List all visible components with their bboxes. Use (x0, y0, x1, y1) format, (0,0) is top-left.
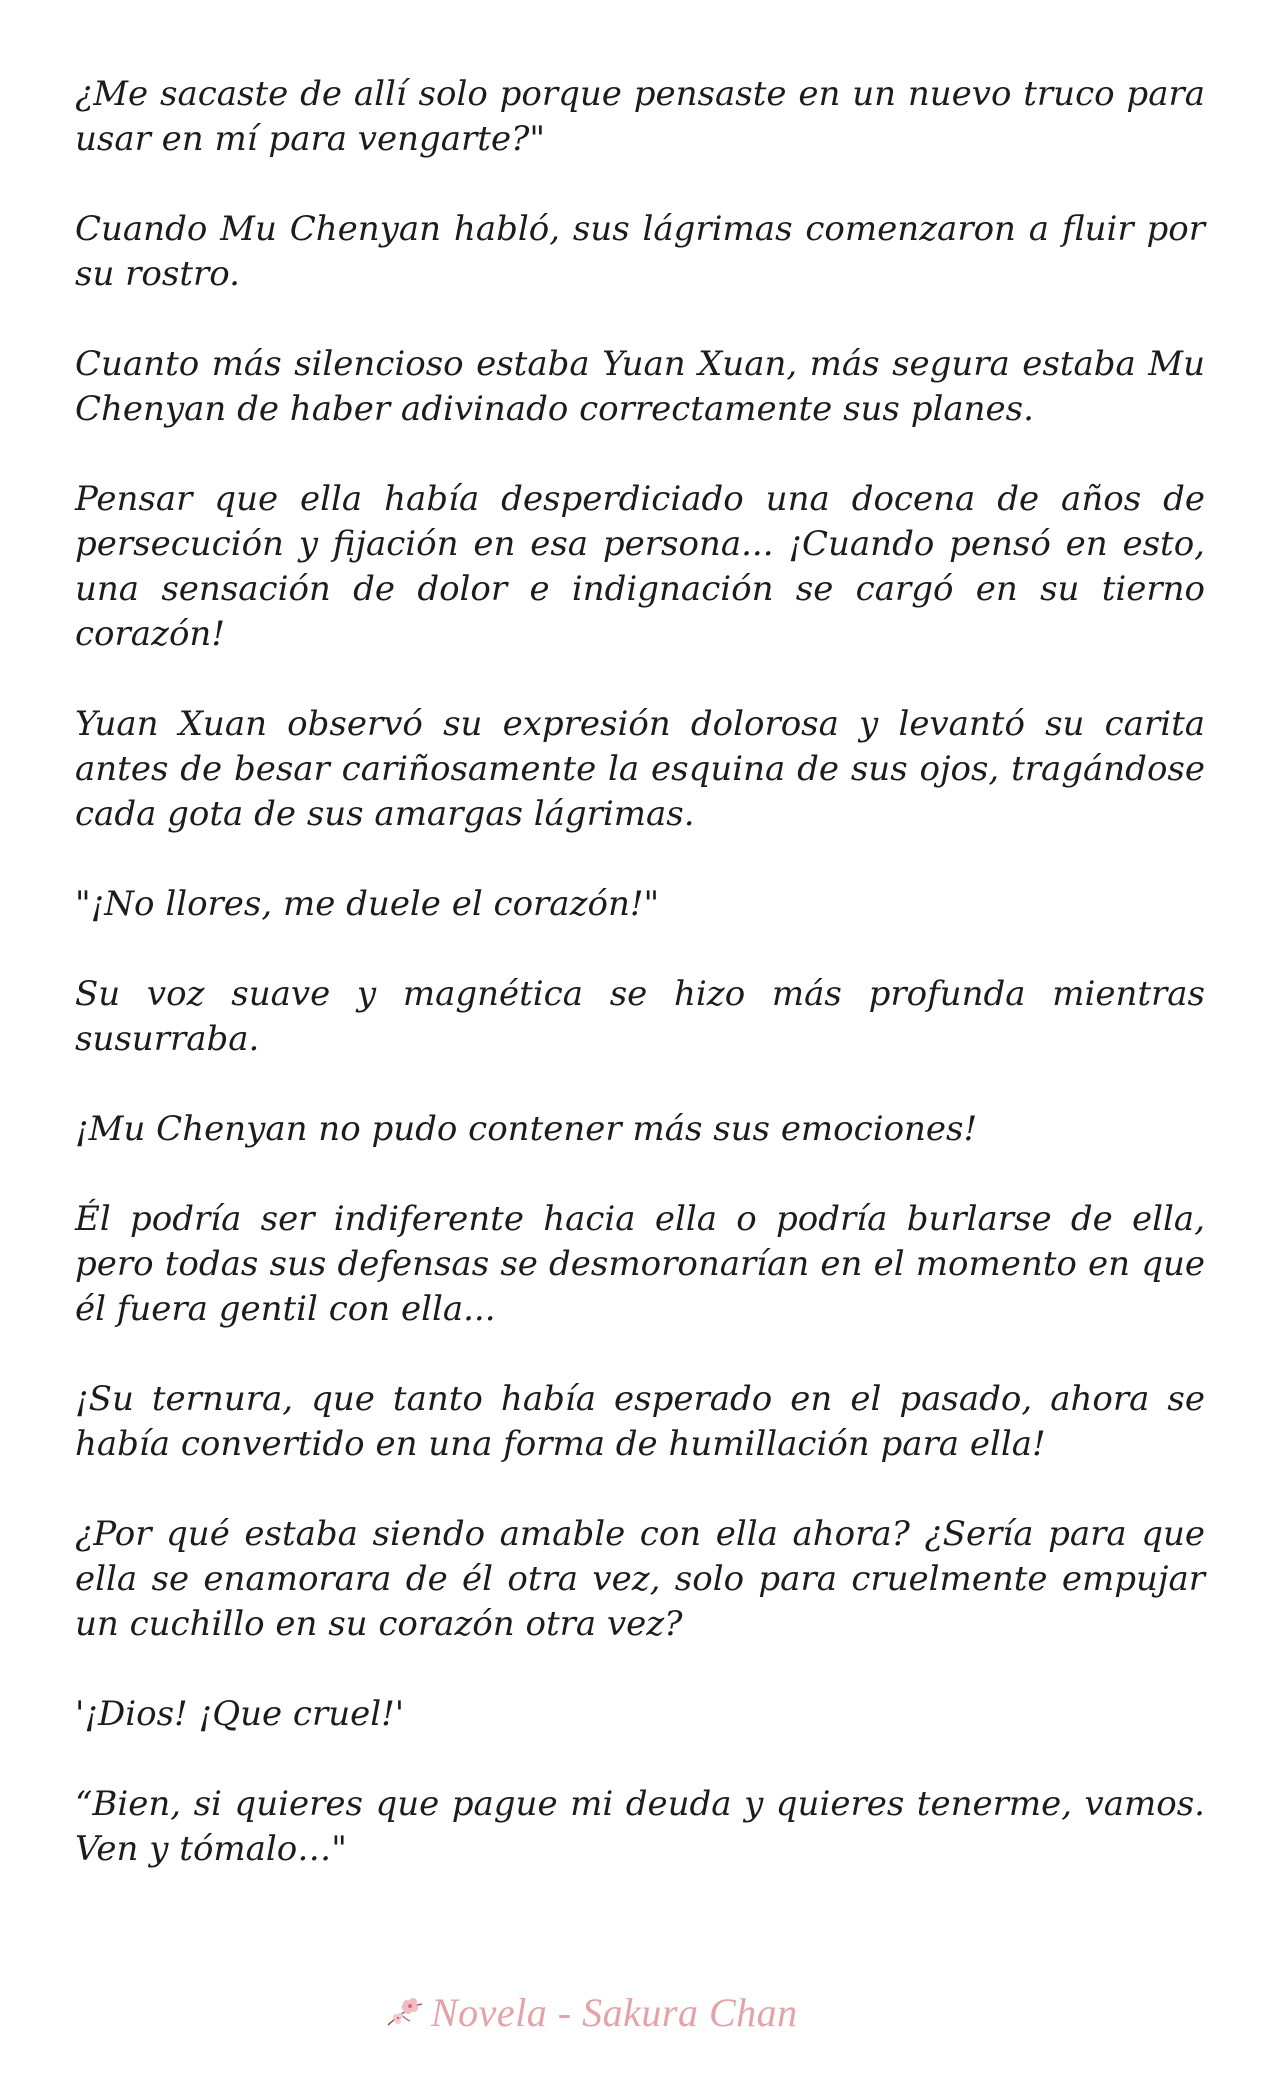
chapter-text (75, 72, 1205, 1872)
paragraph: Pensar que ella había desperdiciado una docena de años de persecución y fijación en esa persona... ¡Cuando pensó en esto, una sensación de dolor e indignación se cargó en su tierno corazón! (75, 479, 1205, 654)
paragraph: ¿Por qué estaba siendo amable con ella ahora? ¿Sería para que ella se enamorara de él otra vez, solo para cruelmente empujar un cuchillo en su corazón otra vez? (75, 1514, 1205, 1644)
paragraph: ¡Mu Chenyan no pudo contener más sus emociones! (75, 1109, 978, 1149)
paragraph: ¿Me sacaste de allí solo porque pensaste en un nuevo truco para usar en mí para vengarte?" (75, 74, 1205, 159)
paragraph: ¡Su ternura, que tanto había esperado en el pasado, ahora se había convertido en una forma de humillación para ella! (75, 1379, 1205, 1464)
paragraph: Cuando Mu Chenyan habló, sus lágrimas comenzaron a fluir por su rostro. (75, 209, 1205, 294)
paragraph: Él podría ser indiferente hacia ella o podría burlarse de ella, pero todas sus defensas se desmoronarían en el momento en que él fuera gentil con ella... (75, 1199, 1205, 1329)
paragraph: “Bien, si quieres que pague mi deuda y quieres tenerme, vamos. Ven y tómalo…" (75, 1784, 1205, 1869)
cherry-blossom-icon (385, 1995, 425, 2029)
watermark (385, 1989, 798, 2035)
watermark-text: Novela - Sakura Chan (431, 1989, 798, 2035)
paragraph: "¡No llores, me duele el corazón!" (75, 884, 660, 924)
paragraph: Su voz suave y magnética se hizo más profunda mientras susurraba. (75, 974, 1205, 1059)
paragraph: '¡Dios! ¡Que cruel!' (75, 1694, 405, 1734)
paragraph: Cuanto más silencioso estaba Yuan Xuan, más segura estaba Mu Chenyan de haber adivinado correctamente sus planes. (75, 344, 1205, 429)
paragraph: Yuan Xuan observó su expresión dolorosa y levantó su carita antes de besar cariñosamente la esquina de sus ojos, tragándose cada gota de sus amargas lágrimas. (75, 704, 1205, 834)
